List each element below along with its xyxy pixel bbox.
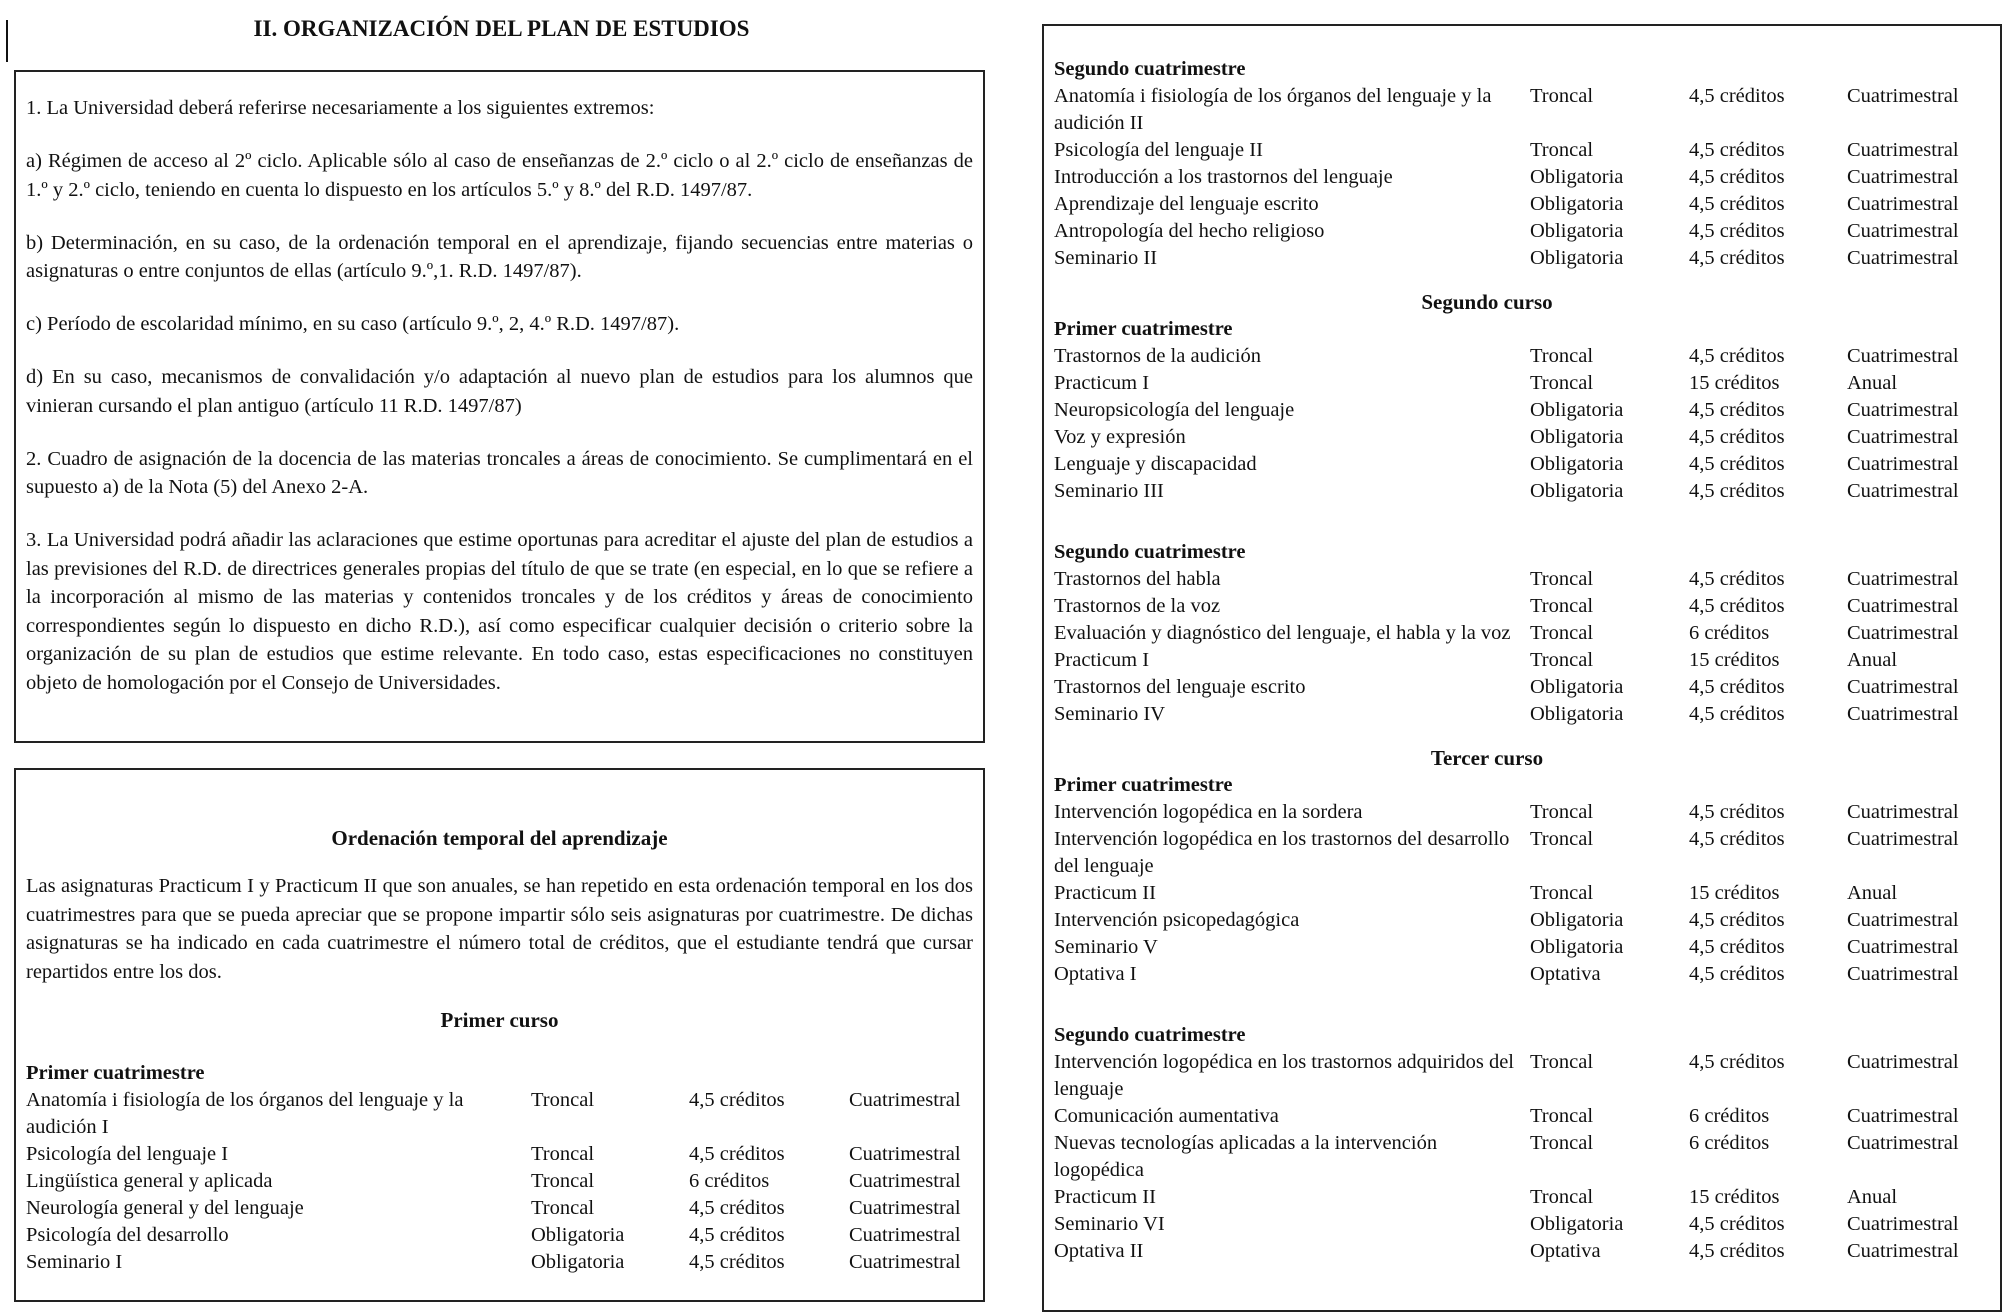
subject-duration: Cuatrimestral [1847,453,1959,475]
table-row [1054,1184,1992,1211]
subject-type: Obligatoria [531,1224,625,1246]
table-row [26,1249,989,1276]
table-row [1054,647,1992,674]
subject-name: Psicología del desarrollo [26,1224,229,1246]
subject-credits: 4,5 créditos [689,1224,785,1246]
requirement-3: 3. La Universidad podrá añadir las aclaraciones que estime oportunas para acreditar el ajuste del plan de estudios a las previsiones del R.D. de directrices generales propias del título de que se trate (en especial, en lo que se refiere a la incorporación al mismo de las materias y contenidos troncales y de los créditos y áreas de conocimiento correspondientes según lo dispuesto en dicho R.D.), así como especificar cualquier decisión o criterio sobre la organización de su plan de estudios que estime relevante. En todo caso, estas especificaciones no constituyen objeto de homologación por el Consejo de Universidades. [26,529,973,694]
subject-name: Intervención logopédica en la sordera [1054,801,1363,823]
table-row [1054,799,1992,826]
table-row [26,1222,989,1249]
plan-continuation-box [1042,24,2002,1312]
subject-name: Psicología del lenguaje II [1054,139,1263,161]
subject-type: Troncal [1530,882,1594,904]
subject-duration: Cuatrimestral [1847,399,1959,421]
subject-type: Troncal [1530,568,1594,590]
subject-credits: 4,5 créditos [1689,220,1785,242]
ordenacion-intro: Las asignaturas Practicum I y Practicum II que son anuales, se han repetido en esta ordenación temporal en los dos cuatrimestres para que se pueda apreciar que se propone impartir sólo seis asignaturas por cuatrimestre. De dichas asignaturas se ha indicado en cada cuatrimestre el número total de créditos, que el estudiante tendrá que cursar repartidos entre los dos. [26,875,973,983]
course-2-term-1-title: Primer cuatrimestre [1054,318,1233,340]
subject-name: Intervención logopédica en los trastornos adquiridos del lenguaje [1054,1051,1514,1100]
table-row [1054,397,1992,424]
subject-credits: 4,5 créditos [1689,676,1785,698]
subject-duration: Cuatrimestral [849,1170,961,1192]
subject-type: Obligatoria [1530,676,1624,698]
subject-name: Voz y expresión [1054,426,1186,448]
subject-credits: 4,5 créditos [1689,85,1785,107]
table-row [1054,701,1992,728]
subject-duration: Cuatrimestral [1847,676,1959,698]
subject-name: Intervención logopédica en los trastornos del desarrollo del lenguaje [1054,828,1510,877]
subject-credits: 4,5 créditos [689,1251,785,1273]
subject-credits: 4,5 créditos [1689,1213,1785,1235]
course-1-term-1-table [26,1087,989,1276]
subject-name: Anatomía i fisiología de los órganos del lenguaje y la audición I [26,1089,464,1138]
table-row [1054,164,1992,191]
subject-type: Optativa [1530,1240,1601,1262]
subject-name: Seminario IV [1054,703,1166,725]
subject-credits: 4,5 créditos [1689,703,1785,725]
course-3-term-1-table [1054,799,1992,988]
course-1-title: Primer curso [440,1008,559,1032]
subject-credits: 4,5 créditos [1689,1240,1785,1262]
subject-type: Troncal [1530,85,1594,107]
subject-name: Practicum I [1054,649,1150,671]
table-row [1054,934,1992,961]
subject-type: Obligatoria [1530,166,1624,188]
subject-type: Troncal [1530,828,1594,850]
table-row [1054,245,1992,272]
subject-name: Anatomía i fisiología de los órganos del lenguaje y la audición II [1054,85,1492,134]
subject-credits: 15 créditos [1689,372,1780,394]
subject-type: Troncal [1530,1051,1594,1073]
subject-credits: 4,5 créditos [1689,193,1785,215]
subject-type: Obligatoria [1530,193,1624,215]
subject-name: Optativa I [1054,963,1137,985]
subject-type: Optativa [1530,963,1601,985]
table-row [26,1087,989,1141]
subject-type: Obligatoria [1530,1213,1624,1235]
subject-duration: Cuatrimestral [1847,166,1959,188]
subject-duration: Cuatrimestral [1847,345,1959,367]
requirement-d: d) En su caso, mecanismos de convalidación y/o adaptación al nuevo plan de estudios para los alumnos que vinieran cursando el plan antiguo (artículo 11 R.D. 1497/87) [26,366,973,417]
subject-duration: Cuatrimestral [1847,1051,1959,1073]
course-2-term-2-table [1054,566,1992,728]
requirements-box [14,70,985,743]
subject-name: Trastornos de la audición [1054,345,1262,367]
subject-name: Seminario VI [1054,1213,1165,1235]
subject-type: Obligatoria [1530,399,1624,421]
subject-credits: 4,5 créditos [1689,480,1785,502]
subject-type: Troncal [1530,345,1594,367]
margin-mark [6,20,8,62]
table-row [1054,370,1992,397]
table-row [1054,674,1992,701]
subject-credits: 4,5 créditos [1689,1051,1785,1073]
ordenacion-box [14,768,985,1302]
subject-type: Troncal [531,1170,595,1192]
table-row [1054,424,1992,451]
table-row [1054,961,1992,988]
subject-credits: 15 créditos [1689,649,1780,671]
table-row [26,1168,989,1195]
subject-type: Obligatoria [1530,247,1624,269]
subject-credits: 4,5 créditos [1689,936,1785,958]
subject-type: Obligatoria [1530,703,1624,725]
subject-duration: Cuatrimestral [849,1224,961,1246]
subject-name: Psicología del lenguaje I [26,1143,229,1165]
course-3-term-2-table [1054,1049,1992,1265]
subject-name: Intervención psicopedagógica [1054,909,1300,931]
subject-duration: Anual [1847,1186,1898,1208]
subject-name: Comunicación aumentativa [1054,1105,1279,1127]
subject-duration: Cuatrimestral [1847,220,1959,242]
table-row [1054,593,1992,620]
table-row [1054,566,1992,593]
course-3-term-2-title: Segundo cuatrimestre [1054,1024,1246,1046]
subject-type: Obligatoria [1530,453,1624,475]
subject-type: Troncal [1530,1132,1594,1154]
subject-name: Neuropsicología del lenguaje [1054,399,1295,421]
subject-credits: 4,5 créditos [689,1197,785,1219]
course-2-title: Segundo curso [1421,290,1553,314]
subject-duration: Anual [1847,372,1898,394]
subject-credits: 4,5 créditos [1689,166,1785,188]
subject-type: Obligatoria [1530,426,1624,448]
subject-duration: Cuatrimestral [1847,963,1959,985]
subject-name: Practicum II [1054,882,1156,904]
subject-duration: Cuatrimestral [1847,1132,1959,1154]
requirement-c: c) Período de escolaridad mínimo, en su caso (artículo 9.º, 2, 4.º R.D. 1497/87). [26,313,680,335]
subject-type: Troncal [1530,139,1594,161]
subject-name: Trastornos del lenguaje escrito [1054,676,1306,698]
requirement-2: 2. Cuadro de asignación de la docencia de las materias troncales a áreas de conocimiento. Se cumplimentará en el supuesto a) de la Nota (5) del Anexo 2-A. [26,447,973,498]
subject-type: Troncal [1530,595,1594,617]
subject-credits: 15 créditos [1689,882,1780,904]
course-2-term-1-table [1054,343,1992,505]
subject-duration: Cuatrimestral [1847,828,1959,850]
requirement-a: a) Régimen de acceso al 2º ciclo. Aplicable sólo al caso de enseñanzas de 2.º ciclo o al 2.º ciclo de enseñanzas de 1.º y 2.º ciclo, teniendo en cuenta lo dispuesto en los artículos 5.º y 8.º del R.D. 1497/87. [26,150,973,201]
subject-name: Optativa II [1054,1240,1144,1262]
subject-name: Trastornos de la voz [1054,595,1221,617]
table-row [1054,343,1992,370]
subject-duration: Cuatrimestral [1847,622,1959,644]
subject-type: Troncal [1530,801,1594,823]
subject-duration: Cuatrimestral [1847,193,1959,215]
subject-credits: 6 créditos [1689,1132,1770,1154]
subject-type: Troncal [1530,372,1594,394]
course-1-term-2-table [1054,83,1992,272]
subject-duration: Cuatrimestral [1847,426,1959,448]
table-row [1054,83,1992,137]
subject-credits: 4,5 créditos [1689,247,1785,269]
subject-duration: Cuatrimestral [1847,1240,1959,1262]
subject-type: Troncal [531,1089,595,1111]
table-row [1054,826,1992,880]
subject-name: Aprendizaje del lenguaje escrito [1054,193,1319,215]
subject-name: Practicum II [1054,1186,1156,1208]
subject-credits: 4,5 créditos [1689,801,1785,823]
subject-credits: 6 créditos [1689,622,1770,644]
subject-credits: 4,5 créditos [1689,399,1785,421]
subject-credits: 4,5 créditos [1689,963,1785,985]
table-row [1054,1238,1992,1265]
page-title: II. ORGANIZACIÓN DEL PLAN DE ESTUDIOS [253,16,750,41]
table-row [1054,1211,1992,1238]
subject-credits: 4,5 créditos [689,1089,785,1111]
table-row [1054,880,1992,907]
subject-name: Nuevas tecnologías aplicadas a la intervención logopédica [1054,1132,1438,1181]
table-row [1054,1049,1992,1103]
subject-duration: Anual [1847,882,1898,904]
subject-duration: Cuatrimestral [1847,1213,1959,1235]
subject-name: Seminario III [1054,480,1164,502]
subject-duration: Cuatrimestral [1847,595,1959,617]
table-row [26,1141,989,1168]
subject-duration: Cuatrimestral [1847,568,1959,590]
subject-type: Troncal [1530,1105,1594,1127]
table-row [1054,1103,1992,1130]
subject-name: Trastornos del habla [1054,568,1221,590]
subject-duration: Cuatrimestral [1847,909,1959,931]
subject-name: Lingüística general y aplicada [26,1170,273,1192]
subject-type: Obligatoria [1530,936,1624,958]
subject-duration: Cuatrimestral [849,1089,961,1111]
subject-type: Troncal [531,1143,595,1165]
subject-credits: 4,5 créditos [1689,595,1785,617]
subject-name: Seminario V [1054,936,1158,958]
subject-type: Troncal [531,1197,595,1219]
subject-credits: 6 créditos [1689,1105,1770,1127]
subject-duration: Cuatrimestral [1847,703,1959,725]
subject-duration: Cuatrimestral [1847,801,1959,823]
table-row [26,1195,989,1222]
table-row [1054,1130,1992,1184]
subject-name: Neurología general y del lenguaje [26,1197,304,1219]
subject-name: Introducción a los trastornos del lenguaje [1054,166,1393,188]
table-row [1054,191,1992,218]
table-row [1054,907,1992,934]
subject-type: Obligatoria [1530,909,1624,931]
subject-type: Obligatoria [531,1251,625,1273]
subject-duration: Cuatrimestral [849,1197,961,1219]
course-2-term-2-title: Segundo cuatrimestre [1054,541,1246,563]
course-1-term-2-title: Segundo cuatrimestre [1054,58,1246,80]
subject-credits: 4,5 créditos [1689,453,1785,475]
subject-name: Seminario II [1054,247,1158,269]
subject-type: Obligatoria [1530,220,1624,242]
subject-duration: Cuatrimestral [1847,139,1959,161]
table-row [1054,137,1992,164]
ordenacion-title: Ordenación temporal del aprendizaje [331,826,668,850]
subject-credits: 4,5 créditos [1689,426,1785,448]
subject-type: Troncal [1530,649,1594,671]
subject-credits: 4,5 créditos [1689,828,1785,850]
requirement-1: 1. La Universidad deberá referirse necesariamente a los siguientes extremos: [26,97,655,119]
subject-duration: Cuatrimestral [1847,480,1959,502]
subject-duration: Cuatrimestral [849,1143,961,1165]
subject-credits: 4,5 créditos [689,1143,785,1165]
table-row [1054,478,1992,505]
subject-name: Antropología del hecho religioso [1054,220,1325,242]
course-1-term-1-title: Primer cuatrimestre [26,1062,205,1084]
subject-type: Troncal [1530,1186,1594,1208]
subject-name: Seminario I [26,1251,123,1273]
subject-name: Practicum I [1054,372,1150,394]
subject-credits: 15 créditos [1689,1186,1780,1208]
subject-name: Evaluación y diagnóstico del lenguaje, el habla y la voz [1054,622,1511,644]
subject-duration: Cuatrimestral [1847,247,1959,269]
course-3-term-1-title: Primer cuatrimestre [1054,774,1233,796]
table-row [1054,620,1992,647]
subject-duration: Cuatrimestral [1847,1105,1959,1127]
subject-type: Obligatoria [1530,480,1624,502]
subject-duration: Anual [1847,649,1898,671]
subject-credits: 6 créditos [689,1170,770,1192]
table-row [1054,451,1992,478]
table-row [1054,218,1992,245]
subject-credits: 4,5 créditos [1689,139,1785,161]
subject-duration: Cuatrimestral [1847,936,1959,958]
subject-credits: 4,5 créditos [1689,345,1785,367]
subject-duration: Cuatrimestral [1847,85,1959,107]
subject-credits: 4,5 créditos [1689,568,1785,590]
subject-type: Troncal [1530,622,1594,644]
subject-name: Lenguaje y discapacidad [1054,453,1257,475]
requirement-b: b) Determinación, en su caso, de la ordenación temporal en el aprendizaje, fijando secuencias entre materias o asignaturas o entre conjuntos de ellas (artículo 9.º,1. R.D. 1497/87). [26,231,973,282]
subject-credits: 4,5 créditos [1689,909,1785,931]
course-3-title: Tercer curso [1430,746,1544,770]
subject-duration: Cuatrimestral [849,1251,961,1273]
